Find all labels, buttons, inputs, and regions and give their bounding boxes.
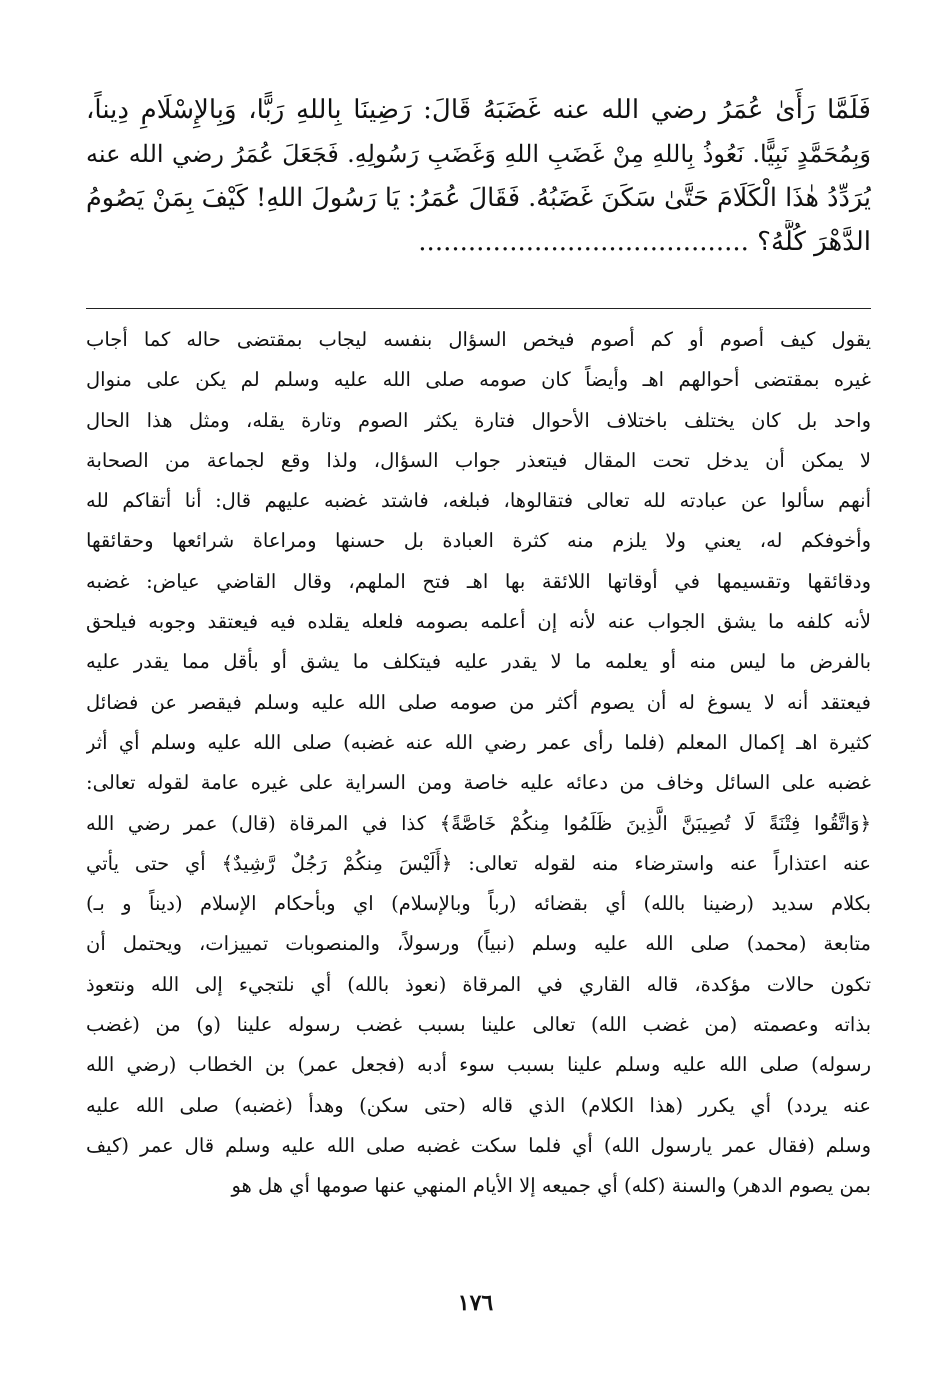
separator-line — [86, 308, 871, 309]
hadith-line: الدَّهْرَ كُلَّهُ؟ ........................................ — [418, 227, 871, 257]
commentary-line: متابعة (محمد) صلى الله عليه وسلم (نبياً) ورسولاً، والمنصوبات تمييزات، ويحتمل أن — [86, 932, 871, 956]
commentary-line: غضبه على السائل وخاف من دعائه عليه خاصة ومن السراية على غيره عامة لقوله تعالى: — [86, 771, 871, 795]
commentary-line: بمن يصوم الدهر) والسنة (كله) أي جميعه إلا الأيام المنهي عنها صومها أي هل هو — [231, 1174, 871, 1198]
commentary-line: كثيرة اهـ إكمال المعلم (فلما رأى عمر رضي الله عنه غضبه) صلى الله عليه وسلم أي أثر — [86, 730, 871, 754]
commentary-line: بكلام سديد (رضينا بالله) أي بقضائه (رباً وبالإسلام) اي وبأحكام الإسلام (ديناً و بـ) — [86, 892, 871, 916]
commentary-text — [86, 320, 871, 1207]
commentary-line: عنه يردد) أي يكرر (هذا الكلام) الذي قاله (حتى سكن) وهدأ (غضبه) صلى الله عليه — [86, 1093, 871, 1117]
commentary-line: واحد بل كان يختلف باختلاف الأحوال فتارة يكثر الصوم وتارة يقله، ومثل هذا الحال — [86, 408, 871, 432]
commentary-line: رسوله) صلى الله عليه وسلم علينا بسبب سوء أدبه (فجعل عمر) بن الخطاب (رضي الله — [86, 1053, 871, 1077]
hadith-line: يُرَدِّدُ هٰذَا الْكَلَامَ حَتَّىٰ سَكَنَ غَضَبُهُ. فَقَالَ عُمَرُ: يَا رَسُولَ اللهِ! كَيْفَ بِمَنْ يَصُومُ — [86, 183, 871, 213]
hadith-text — [86, 88, 871, 264]
commentary-line: غيره بمقتضى أحوالهم اهـ وأيضاً كان صومه صلى الله عليه وسلم لم يكن على منوال — [86, 368, 871, 392]
hadith-line: وَبِمُحَمَّدٍ نَبِيًّا. نَعُوذُ بِاللهِ مِنْ غَضَبِ اللهِ وَغَضَبِ رَسُولِهِ. فَجَعَلَ عُمَرُ رضي الله عنه — [86, 140, 871, 168]
commentary-line: وسلم (فقال عمر يارسول الله) أي فلما سكت غضبه صلى الله عليه وسلم قال عمر (كيف — [86, 1133, 871, 1157]
commentary-line: عنه اعتذاراً عنه واسترضاء منه لقوله تعالى: ﴿أَلَيْسَ مِنكُمْ رَجُلٌ رَّشِيدٌ﴾ أي حتى يأتي — [86, 851, 871, 875]
page — [86, 88, 871, 1198]
commentary-line: لا يمكن أن يدخل تحت المقال فيتعذر جواب السؤال، ولذا وقع لجماعة من الصحابة — [86, 448, 871, 472]
commentary-line: ودقائقها وتقسيمها في أوقاتها اللائقة بها اهـ فتح الملهم، وقال القاضي عياض: غضبه — [86, 569, 871, 593]
page-number: ١٧٦ — [457, 1290, 494, 1316]
commentary-line: بالفرض ما ليس منه أو يعلمه ما لا يقدر عليه فيتكلف ما يشق أو بأقل مما يقدر عليه — [86, 650, 871, 674]
commentary-line: فيعتقد أنه لا يسوغ له أن يصوم أكثر من صومه صلى الله عليه وسلم فيقصر عن فضائل — [86, 690, 871, 714]
commentary-line: يقول كيف أصوم أو كم أصوم فيخص السؤال بنفسه ليجاب بمقتضى حاله كما أجاب — [86, 328, 871, 351]
commentary-line: ﴿وَاتَّقُوا فِتْنَةً لَا تُصِيبَنَّ الَّذِينَ ظَلَمُوا مِنكُمْ خَاصَّةً﴾ كذا في المرقاة (قال) عمر رضي الله — [86, 811, 871, 835]
commentary-line: لأنه كلفه ما يشق الجواب عنه لأنه إن أعلمه بصومه فلعله يقلده فيه فيعتقد وجوبه فيلحق — [86, 610, 871, 634]
commentary-line: بذاته وعصمته (من غضب الله) تعالى علينا بسبب غضب رسوله علينا (و) من (غضب — [86, 1013, 871, 1037]
hadith-line: فَلَمَّا رَأَىٰ عُمَرُ رضي الله عنه غَضَبَهُ قَالَ: رَضِينَا بِاللهِ رَبًّا، وَبِالإِسْلَامِ دِيناً، — [86, 95, 871, 125]
commentary-line: أنهم سألوا عن عبادته لله تعالى فتقالوها، فبلغه، فاشتد غضبه عليهم قال: أنا أتقاكم لله — [86, 489, 871, 513]
commentary-line: تكون حالات مؤكدة، قاله القاري في المرقاة (نعوذ بالله) أي نلتجيء إلى الله ونتعوذ — [86, 972, 871, 996]
commentary-line: وأخوفكم له، يعني ولا يلزم منه كثرة العبادة بل حسنها ومراعاة شرائعها وحقائقها — [86, 529, 871, 553]
